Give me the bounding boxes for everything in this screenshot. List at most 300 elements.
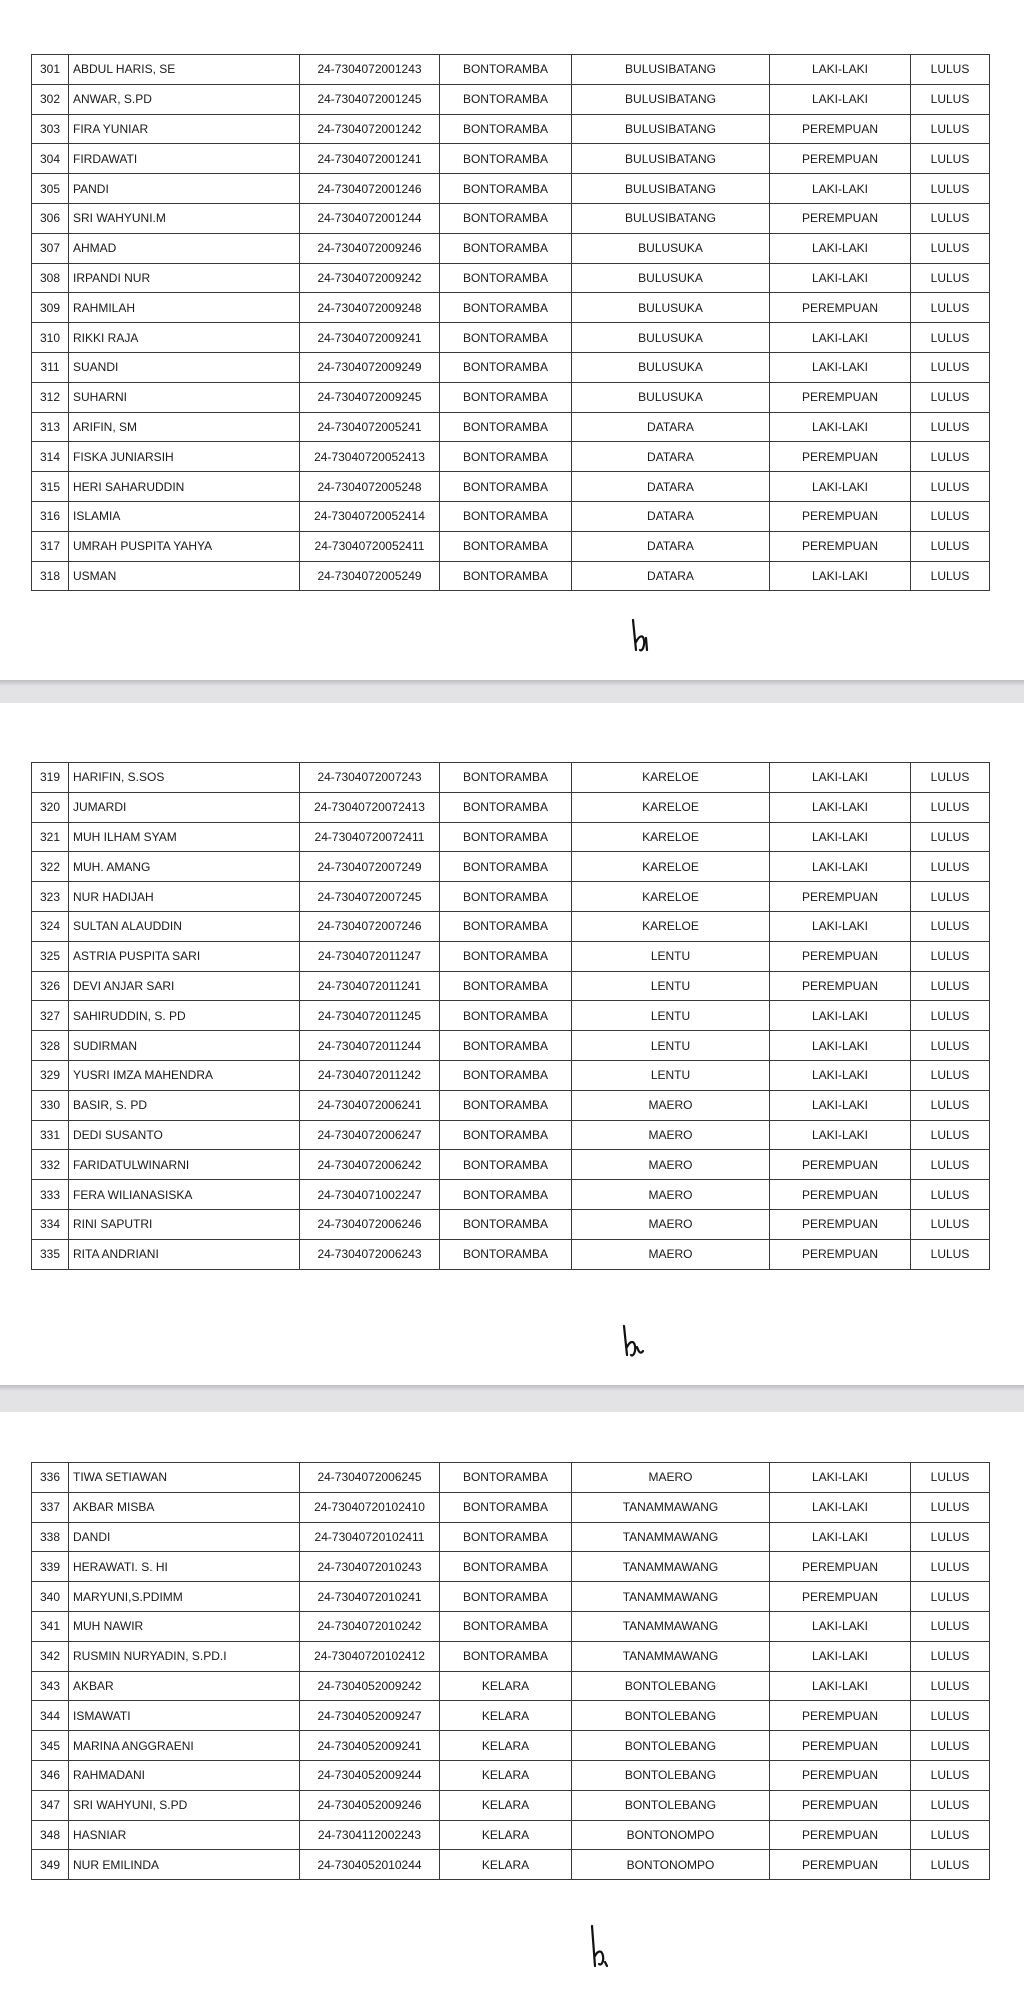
- desa-cell: BONTOLEBANG: [572, 1701, 770, 1731]
- status-cell: LULUS: [911, 1760, 990, 1790]
- registration-number-cell: 24-7304072009248: [300, 293, 440, 323]
- status-cell: LULUS: [911, 472, 990, 502]
- gender-cell: LAKI-LAKI: [770, 1031, 911, 1061]
- gender-cell: PEREMPUAN: [770, 1239, 911, 1269]
- gender-cell: LAKI-LAKI: [770, 352, 911, 382]
- desa-cell: BONTOLEBANG: [572, 1731, 770, 1761]
- gender-cell: LAKI-LAKI: [770, 1463, 911, 1493]
- row-number-cell: 341: [32, 1611, 69, 1641]
- row-number-cell: 304: [32, 144, 69, 174]
- table-row: [32, 144, 990, 174]
- desa-cell: MAERO: [572, 1209, 770, 1239]
- kecamatan-cell: BONTORAMBA: [440, 1641, 572, 1671]
- registration-number-cell: 24-73040720052411: [300, 531, 440, 561]
- gender-cell: LAKI-LAKI: [770, 1611, 911, 1641]
- kecamatan-cell: BONTORAMBA: [440, 1031, 572, 1061]
- participant-name-cell: JUMARDI: [69, 792, 300, 822]
- desa-cell: BULUSIBATANG: [572, 203, 770, 233]
- participant-name-cell: SRI WAHYUNI.M: [69, 203, 300, 233]
- status-cell: LULUS: [911, 1582, 990, 1612]
- page-gap-shadow: [0, 1385, 1024, 1391]
- desa-cell: TANAMMAWANG: [572, 1611, 770, 1641]
- status-cell: LULUS: [911, 822, 990, 852]
- table-row: [32, 1031, 990, 1061]
- participant-name-cell: HERAWATI. S. HI: [69, 1552, 300, 1582]
- paraf-signature: [617, 1323, 647, 1361]
- participant-name-cell: MARYUNI,S.PDIMM: [69, 1582, 300, 1612]
- kecamatan-cell: BONTORAMBA: [440, 1001, 572, 1031]
- table-row: [32, 1180, 990, 1210]
- registration-number-cell: 24-7304072006247: [300, 1120, 440, 1150]
- roster-table: [31, 1462, 990, 1880]
- status-cell: LULUS: [911, 852, 990, 882]
- table-row: [32, 822, 990, 852]
- table-row: [32, 1060, 990, 1090]
- gender-cell: LAKI-LAKI: [770, 1120, 911, 1150]
- registration-number-cell: 24-7304072001241: [300, 144, 440, 174]
- kecamatan-cell: BONTORAMBA: [440, 1552, 572, 1582]
- registration-number-cell: 24-7304072005248: [300, 472, 440, 502]
- kecamatan-cell: BONTORAMBA: [440, 882, 572, 912]
- kecamatan-cell: BONTORAMBA: [440, 1522, 572, 1552]
- registration-number-cell: 24-73040720052414: [300, 501, 440, 531]
- desa-cell: TANAMMAWANG: [572, 1522, 770, 1552]
- row-number-cell: 332: [32, 1150, 69, 1180]
- desa-cell: KARELOE: [572, 852, 770, 882]
- table-row: [32, 941, 990, 971]
- desa-cell: LENTU: [572, 1001, 770, 1031]
- status-cell: LULUS: [911, 941, 990, 971]
- participant-name-cell: ASTRIA PUSPITA SARI: [69, 941, 300, 971]
- kecamatan-cell: BONTORAMBA: [440, 1239, 572, 1269]
- gender-cell: PEREMPUAN: [770, 1760, 911, 1790]
- kecamatan-cell: BONTORAMBA: [440, 382, 572, 412]
- participant-name-cell: AHMAD: [69, 233, 300, 263]
- gender-cell: LAKI-LAKI: [770, 84, 911, 114]
- participant-name-cell: AKBAR MISBA: [69, 1492, 300, 1522]
- row-number-cell: 336: [32, 1463, 69, 1493]
- registration-number-cell: 24-7304072011242: [300, 1060, 440, 1090]
- row-number-cell: 333: [32, 1180, 69, 1210]
- desa-cell: BULUSUKA: [572, 293, 770, 323]
- desa-cell: MAERO: [572, 1090, 770, 1120]
- row-number-cell: 307: [32, 233, 69, 263]
- kecamatan-cell: BONTORAMBA: [440, 55, 572, 85]
- registration-number-cell: 24-7304072007249: [300, 852, 440, 882]
- gender-cell: LAKI-LAKI: [770, 561, 911, 591]
- registration-number-cell: 24-73040720072411: [300, 822, 440, 852]
- kecamatan-cell: BONTORAMBA: [440, 561, 572, 591]
- status-cell: LULUS: [911, 1031, 990, 1061]
- kecamatan-cell: BONTORAMBA: [440, 911, 572, 941]
- kecamatan-cell: BONTORAMBA: [440, 971, 572, 1001]
- row-number-cell: 306: [32, 203, 69, 233]
- participant-name-cell: HASNIAR: [69, 1820, 300, 1850]
- desa-cell: BULUSIBATANG: [572, 84, 770, 114]
- desa-cell: KARELOE: [572, 822, 770, 852]
- row-number-cell: 319: [32, 763, 69, 793]
- table-row: [32, 852, 990, 882]
- table-row: [32, 1463, 990, 1493]
- participant-name-cell: USMAN: [69, 561, 300, 591]
- row-number-cell: 347: [32, 1790, 69, 1820]
- kecamatan-cell: BONTORAMBA: [440, 323, 572, 353]
- kecamatan-cell: BONTORAMBA: [440, 822, 572, 852]
- desa-cell: DATARA: [572, 442, 770, 472]
- status-cell: LULUS: [911, 1641, 990, 1671]
- row-number-cell: 335: [32, 1239, 69, 1269]
- row-number-cell: 345: [32, 1731, 69, 1761]
- status-cell: LULUS: [911, 911, 990, 941]
- participant-name-cell: DEVI ANJAR SARI: [69, 971, 300, 1001]
- kecamatan-cell: BONTORAMBA: [440, 1180, 572, 1210]
- participant-name-cell: ISMAWATI: [69, 1701, 300, 1731]
- status-cell: LULUS: [911, 1731, 990, 1761]
- kecamatan-cell: BONTORAMBA: [440, 941, 572, 971]
- desa-cell: LENTU: [572, 971, 770, 1001]
- gender-cell: PEREMPUAN: [770, 1790, 911, 1820]
- row-number-cell: 330: [32, 1090, 69, 1120]
- status-cell: LULUS: [911, 1090, 990, 1120]
- desa-cell: BULUSIBATANG: [572, 174, 770, 204]
- status-cell: LULUS: [911, 1492, 990, 1522]
- desa-cell: BULUSUKA: [572, 323, 770, 353]
- row-number-cell: 322: [32, 852, 69, 882]
- gender-cell: LAKI-LAKI: [770, 1001, 911, 1031]
- desa-cell: TANAMMAWANG: [572, 1492, 770, 1522]
- row-number-cell: 305: [32, 174, 69, 204]
- desa-cell: TANAMMAWANG: [572, 1552, 770, 1582]
- row-number-cell: 324: [32, 911, 69, 941]
- row-number-cell: 309: [32, 293, 69, 323]
- document-page-1: [0, 0, 1024, 680]
- participant-name-cell: RAHMILAH: [69, 293, 300, 323]
- table-row: [32, 561, 990, 591]
- gender-cell: PEREMPUAN: [770, 941, 911, 971]
- gender-cell: PEREMPUAN: [770, 882, 911, 912]
- row-number-cell: 321: [32, 822, 69, 852]
- kecamatan-cell: BONTORAMBA: [440, 293, 572, 323]
- document-page-3: [0, 1412, 1024, 2006]
- gender-cell: LAKI-LAKI: [770, 323, 911, 353]
- registration-number-cell: 24-7304072007245: [300, 882, 440, 912]
- participant-name-cell: ANWAR, S.PD: [69, 84, 300, 114]
- participant-name-cell: SUANDI: [69, 352, 300, 382]
- status-cell: LULUS: [911, 1552, 990, 1582]
- row-number-cell: 340: [32, 1582, 69, 1612]
- participant-name-cell: FARIDATULWINARNI: [69, 1150, 300, 1180]
- kecamatan-cell: BONTORAMBA: [440, 1150, 572, 1180]
- desa-cell: MAERO: [572, 1150, 770, 1180]
- participant-name-cell: TIWA SETIAWAN: [69, 1463, 300, 1493]
- kecamatan-cell: KELARA: [440, 1701, 572, 1731]
- status-cell: LULUS: [911, 412, 990, 442]
- desa-cell: MAERO: [572, 1463, 770, 1493]
- table-row: [32, 882, 990, 912]
- registration-number-cell: 24-7304072006241: [300, 1090, 440, 1120]
- status-cell: LULUS: [911, 1671, 990, 1701]
- row-number-cell: 312: [32, 382, 69, 412]
- participant-name-cell: FERA WILIANASISKA: [69, 1180, 300, 1210]
- status-cell: LULUS: [911, 1522, 990, 1552]
- registration-number-cell: 24-7304072001244: [300, 203, 440, 233]
- kecamatan-cell: KELARA: [440, 1790, 572, 1820]
- table-row: [32, 203, 990, 233]
- participant-name-cell: RINI SAPUTRI: [69, 1209, 300, 1239]
- desa-cell: LENTU: [572, 1031, 770, 1061]
- gender-cell: PEREMPUAN: [770, 501, 911, 531]
- row-number-cell: 303: [32, 114, 69, 144]
- kecamatan-cell: KELARA: [440, 1731, 572, 1761]
- desa-cell: BULUSIBATANG: [572, 114, 770, 144]
- status-cell: LULUS: [911, 1060, 990, 1090]
- registration-number-cell: 24-73040720102410: [300, 1492, 440, 1522]
- table-row: [32, 1671, 990, 1701]
- status-cell: LULUS: [911, 1001, 990, 1031]
- row-number-cell: 349: [32, 1850, 69, 1880]
- participant-name-cell: YUSRI IMZA MAHENDRA: [69, 1060, 300, 1090]
- participant-name-cell: HERI SAHARUDDIN: [69, 472, 300, 502]
- row-number-cell: 348: [32, 1820, 69, 1850]
- row-number-cell: 343: [32, 1671, 69, 1701]
- kecamatan-cell: KELARA: [440, 1850, 572, 1880]
- kecamatan-cell: BONTORAMBA: [440, 144, 572, 174]
- kecamatan-cell: BONTORAMBA: [440, 114, 572, 144]
- desa-cell: BONTOLEBANG: [572, 1790, 770, 1820]
- status-cell: LULUS: [911, 882, 990, 912]
- desa-cell: BULUSUKA: [572, 352, 770, 382]
- kecamatan-cell: BONTORAMBA: [440, 84, 572, 114]
- desa-cell: DATARA: [572, 561, 770, 591]
- table-row: [32, 1001, 990, 1031]
- registration-number-cell: 24-7304072009249: [300, 352, 440, 382]
- gender-cell: LAKI-LAKI: [770, 233, 911, 263]
- table-row: [32, 382, 990, 412]
- status-cell: LULUS: [911, 792, 990, 822]
- registration-number-cell: 24-7304052009247: [300, 1701, 440, 1731]
- status-cell: LULUS: [911, 1850, 990, 1880]
- registration-number-cell: 24-7304072006243: [300, 1239, 440, 1269]
- participant-name-cell: SAHIRUDDIN, S. PD: [69, 1001, 300, 1031]
- participant-name-cell: RUSMIN NURYADIN, S.PD.I: [69, 1641, 300, 1671]
- table-row: [32, 1090, 990, 1120]
- participant-name-cell: AKBAR: [69, 1671, 300, 1701]
- row-number-cell: 328: [32, 1031, 69, 1061]
- status-cell: LULUS: [911, 114, 990, 144]
- status-cell: LULUS: [911, 971, 990, 1001]
- table-row: [32, 114, 990, 144]
- gender-cell: PEREMPUAN: [770, 1552, 911, 1582]
- status-cell: LULUS: [911, 442, 990, 472]
- status-cell: LULUS: [911, 531, 990, 561]
- kecamatan-cell: BONTORAMBA: [440, 1060, 572, 1090]
- table-row: [32, 1522, 990, 1552]
- gender-cell: LAKI-LAKI: [770, 174, 911, 204]
- kecamatan-cell: BONTORAMBA: [440, 501, 572, 531]
- gender-cell: LAKI-LAKI: [770, 822, 911, 852]
- table-row: [32, 84, 990, 114]
- status-cell: LULUS: [911, 1150, 990, 1180]
- participant-name-cell: NUR HADIJAH: [69, 882, 300, 912]
- desa-cell: KARELOE: [572, 911, 770, 941]
- registration-number-cell: 24-7304052009242: [300, 1671, 440, 1701]
- roster-table: [31, 762, 990, 1270]
- registration-number-cell: 24-7304072009241: [300, 323, 440, 353]
- row-number-cell: 313: [32, 412, 69, 442]
- gender-cell: PEREMPUAN: [770, 293, 911, 323]
- registration-number-cell: 24-7304052009244: [300, 1760, 440, 1790]
- row-number-cell: 334: [32, 1209, 69, 1239]
- status-cell: LULUS: [911, 144, 990, 174]
- status-cell: LULUS: [911, 501, 990, 531]
- status-cell: LULUS: [911, 323, 990, 353]
- registration-number-cell: 24-7304071002247: [300, 1180, 440, 1210]
- row-number-cell: 310: [32, 323, 69, 353]
- row-number-cell: 315: [32, 472, 69, 502]
- desa-cell: KARELOE: [572, 763, 770, 793]
- desa-cell: KARELOE: [572, 882, 770, 912]
- table-row: [32, 1552, 990, 1582]
- kecamatan-cell: BONTORAMBA: [440, 442, 572, 472]
- table-row: [32, 531, 990, 561]
- kecamatan-cell: BONTORAMBA: [440, 412, 572, 442]
- gender-cell: PEREMPUAN: [770, 442, 911, 472]
- gender-cell: PEREMPUAN: [770, 114, 911, 144]
- registration-number-cell: 24-73040720072413: [300, 792, 440, 822]
- desa-cell: DATARA: [572, 472, 770, 502]
- desa-cell: LENTU: [572, 941, 770, 971]
- desa-cell: BONTONOMPO: [572, 1820, 770, 1850]
- participant-name-cell: ABDUL HARIS, SE: [69, 55, 300, 85]
- row-number-cell: 342: [32, 1641, 69, 1671]
- registration-number-cell: 24-7304072010242: [300, 1611, 440, 1641]
- kecamatan-cell: BONTORAMBA: [440, 763, 572, 793]
- row-number-cell: 329: [32, 1060, 69, 1090]
- status-cell: LULUS: [911, 1701, 990, 1731]
- participant-name-cell: ARIFIN, SM: [69, 412, 300, 442]
- registration-number-cell: 24-7304072010243: [300, 1552, 440, 1582]
- participant-name-cell: PANDI: [69, 174, 300, 204]
- desa-cell: TANAMMAWANG: [572, 1641, 770, 1671]
- kecamatan-cell: BONTORAMBA: [440, 1582, 572, 1612]
- participant-name-cell: HARIFIN, S.SOS: [69, 763, 300, 793]
- table-row: [32, 293, 990, 323]
- participant-name-cell: RITA ANDRIANI: [69, 1239, 300, 1269]
- status-cell: LULUS: [911, 293, 990, 323]
- gender-cell: LAKI-LAKI: [770, 852, 911, 882]
- registration-number-cell: 24-73040720102412: [300, 1641, 440, 1671]
- status-cell: LULUS: [911, 1611, 990, 1641]
- gender-cell: PEREMPUAN: [770, 1209, 911, 1239]
- gender-cell: PEREMPUAN: [770, 531, 911, 561]
- table-row: [32, 1611, 990, 1641]
- participant-name-cell: DANDI: [69, 1522, 300, 1552]
- desa-cell: BULUSIBATANG: [572, 55, 770, 85]
- gender-cell: LAKI-LAKI: [770, 1060, 911, 1090]
- kecamatan-cell: BONTORAMBA: [440, 531, 572, 561]
- participant-name-cell: FISKA JUNIARSIH: [69, 442, 300, 472]
- gender-cell: PEREMPUAN: [770, 1701, 911, 1731]
- participant-name-cell: ISLAMIA: [69, 501, 300, 531]
- gender-cell: PEREMPUAN: [770, 1850, 911, 1880]
- table-row: [32, 763, 990, 793]
- participant-name-cell: MUH. AMANG: [69, 852, 300, 882]
- row-number-cell: 338: [32, 1522, 69, 1552]
- kecamatan-cell: BONTORAMBA: [440, 263, 572, 293]
- table-row: [32, 1120, 990, 1150]
- table-row: [32, 1790, 990, 1820]
- gender-cell: PEREMPUAN: [770, 382, 911, 412]
- kecamatan-cell: BONTORAMBA: [440, 1463, 572, 1493]
- registration-number-cell: 24-7304052010244: [300, 1850, 440, 1880]
- gender-cell: LAKI-LAKI: [770, 1522, 911, 1552]
- gender-cell: LAKI-LAKI: [770, 763, 911, 793]
- kecamatan-cell: BONTORAMBA: [440, 1611, 572, 1641]
- row-number-cell: 346: [32, 1760, 69, 1790]
- table-row: [32, 501, 990, 531]
- desa-cell: MAERO: [572, 1239, 770, 1269]
- table-row: [32, 174, 990, 204]
- participant-name-cell: BASIR, S. PD: [69, 1090, 300, 1120]
- desa-cell: MAERO: [572, 1120, 770, 1150]
- row-number-cell: 308: [32, 263, 69, 293]
- status-cell: LULUS: [911, 1239, 990, 1269]
- kecamatan-cell: BONTORAMBA: [440, 1090, 572, 1120]
- gender-cell: PEREMPUAN: [770, 1820, 911, 1850]
- registration-number-cell: 24-7304072007246: [300, 911, 440, 941]
- registration-number-cell: 24-7304072011247: [300, 941, 440, 971]
- registration-number-cell: 24-7304072006242: [300, 1150, 440, 1180]
- status-cell: LULUS: [911, 263, 990, 293]
- status-cell: LULUS: [911, 1120, 990, 1150]
- registration-number-cell: 24-7304072009245: [300, 382, 440, 412]
- table-row: [32, 55, 990, 85]
- participant-name-cell: RIKKI RAJA: [69, 323, 300, 353]
- status-cell: LULUS: [911, 174, 990, 204]
- row-number-cell: 331: [32, 1120, 69, 1150]
- registration-number-cell: 24-7304072006246: [300, 1209, 440, 1239]
- gender-cell: LAKI-LAKI: [770, 55, 911, 85]
- desa-cell: BULUSIBATANG: [572, 144, 770, 174]
- participant-name-cell: SRI WAHYUNI, S.PD: [69, 1790, 300, 1820]
- participant-name-cell: FIRA YUNIAR: [69, 114, 300, 144]
- registration-number-cell: 24-7304072011241: [300, 971, 440, 1001]
- gender-cell: LAKI-LAKI: [770, 472, 911, 502]
- registration-number-cell: 24-7304112002243: [300, 1820, 440, 1850]
- table-row: [32, 792, 990, 822]
- gender-cell: LAKI-LAKI: [770, 911, 911, 941]
- gender-cell: LAKI-LAKI: [770, 263, 911, 293]
- registration-number-cell: 24-7304052009241: [300, 1731, 440, 1761]
- kecamatan-cell: BONTORAMBA: [440, 1120, 572, 1150]
- registration-number-cell: 24-7304072011244: [300, 1031, 440, 1061]
- participant-name-cell: MUH ILHAM SYAM: [69, 822, 300, 852]
- desa-cell: BONTONOMPO: [572, 1850, 770, 1880]
- table-row: [32, 412, 990, 442]
- table-row: [32, 911, 990, 941]
- table-row: [32, 233, 990, 263]
- participant-name-cell: SUDIRMAN: [69, 1031, 300, 1061]
- desa-cell: BONTOLEBANG: [572, 1760, 770, 1790]
- kecamatan-cell: KELARA: [440, 1671, 572, 1701]
- kecamatan-cell: BONTORAMBA: [440, 852, 572, 882]
- registration-number-cell: 24-73040720052413: [300, 442, 440, 472]
- desa-cell: TANAMMAWANG: [572, 1582, 770, 1612]
- desa-cell: BONTOLEBANG: [572, 1671, 770, 1701]
- kecamatan-cell: BONTORAMBA: [440, 472, 572, 502]
- gender-cell: LAKI-LAKI: [770, 792, 911, 822]
- gender-cell: LAKI-LAKI: [770, 1671, 911, 1701]
